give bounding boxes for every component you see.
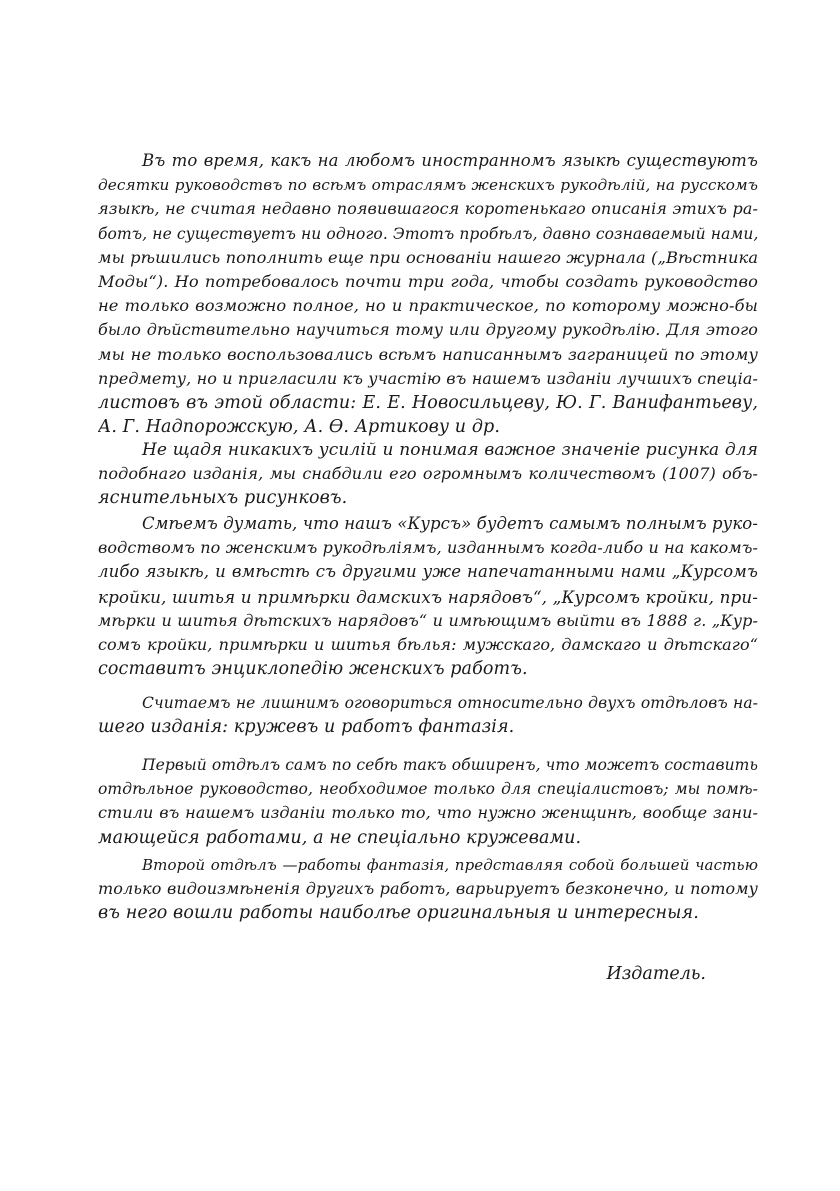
text-line: стили въ нашемъ изданіи только то, что нужно женщинѣ, вообще зани- — [98, 803, 758, 823]
text-line: либо языкѣ, и вмѣстѣ съ другими уже напечатанными нами „Курсомъ — [98, 562, 758, 582]
text-line: было дѣйствительно научиться тому или другому рукодѣлію. Для этого — [98, 320, 758, 340]
text-line: сомъ кройки, примѣрки и шитья бѣлья: мужскаго, дамскаго и дѣтскаго“ — [98, 634, 758, 654]
text-line: мѣрки и шитья дѣтскихъ нарядовъ“ и имѣющимъ выйти въ 1888 г. „Кур- — [98, 610, 758, 630]
text-line: мы рѣшились пополнить еще при основаніи нашего журнала („Вѣстника — [98, 247, 758, 267]
text-line: десятки руководствъ по всѣмъ отраслямъ женскихъ рукодѣлій, на русскомъ — [98, 176, 758, 195]
paragraph-course-encyclopedia — [98, 512, 758, 681]
text-line: Въ то время, какъ на любомъ иностранномъ языкѣ существуютъ — [142, 151, 758, 170]
text-line: кройки, шитья и примѣрки дамскихъ нарядовъ“, „Курсомъ кройки, при- — [98, 586, 758, 607]
text-line: въ него вошли работы наиболѣе оригинальныя и интересныя. — [98, 903, 699, 924]
paragraph-two-sections — [98, 691, 758, 739]
text-line: мы не только воспользовались всѣмъ написаннымъ заграницей по этому — [98, 344, 758, 364]
text-line: яснительныхъ рисунковъ. — [98, 488, 348, 509]
text-line: Первый отдѣлъ самъ по себѣ такъ обширенъ, что можетъ составить — [142, 756, 758, 774]
text-line: отдѣльное руководство, необходимое только для спеціалистовъ; мы помѣ- — [98, 780, 758, 799]
text-line: Не щадя никакихъ усилій и понимая важное значеніе рисунка для — [142, 440, 758, 460]
text-line: водствомъ по женскимъ рукодѣліямъ, изданнымъ когда-либо и на какомъ- — [98, 538, 758, 558]
text-line: шего изданія: кружевъ и работъ фантазія. — [98, 717, 515, 738]
text-line: Второй отдѣлъ —работы фантазія, представляя собой большей частью — [142, 856, 758, 874]
text-line: составитъ энциклопедію женскихъ работъ. — [98, 659, 528, 680]
text-line: только видоизмѣненія другихъ работъ, варьируетъ безконечно, и потому — [98, 879, 758, 899]
paragraph-first-section — [98, 753, 758, 850]
text-line: предмету, но и пригласили къ участію въ нашемъ изданіи лучшихъ спеціа- — [98, 368, 758, 388]
text-line: не только возможно полное, но и практическое, по которому можно-бы — [98, 296, 758, 316]
text-line: Считаемъ не лишнимъ оговориться относительно двухъ отдѣловъ на- — [142, 694, 758, 712]
text-line: листовъ въ этой области: Е. Е. Новосильцеву, Ю. Г. Ванифантьеву, — [98, 392, 758, 413]
paragraph-preface-intro — [98, 149, 758, 439]
text-line: языкѣ, не считая недавно появившагося коротенькаго описанія этихъ ра- — [98, 199, 758, 219]
text-line: Моды“). Но потребовалось почти три года, чтобы создать руководство — [98, 271, 758, 291]
paragraph-illustrations — [98, 438, 758, 511]
paragraph-second-section — [98, 853, 758, 926]
text-line: А. Г. Надпорожскую, А. Ѳ. Артикову и др. — [98, 417, 500, 438]
publisher-signature: Издатель. — [606, 964, 706, 984]
text-line: Смѣемъ думать, что нашъ «Курсъ» будетъ самымъ полнымъ руко- — [142, 514, 758, 533]
text-line: подобнаго изданія, мы снабдили его огромнымъ количествомъ (1007) объ- — [98, 464, 758, 484]
text-line: мающейся работами, а не спеціально кружевами. — [98, 827, 582, 848]
text-line: ботъ, не существуетъ ни одного. Этотъ пробѣлъ, давно сознаваемый нами, — [98, 224, 758, 243]
